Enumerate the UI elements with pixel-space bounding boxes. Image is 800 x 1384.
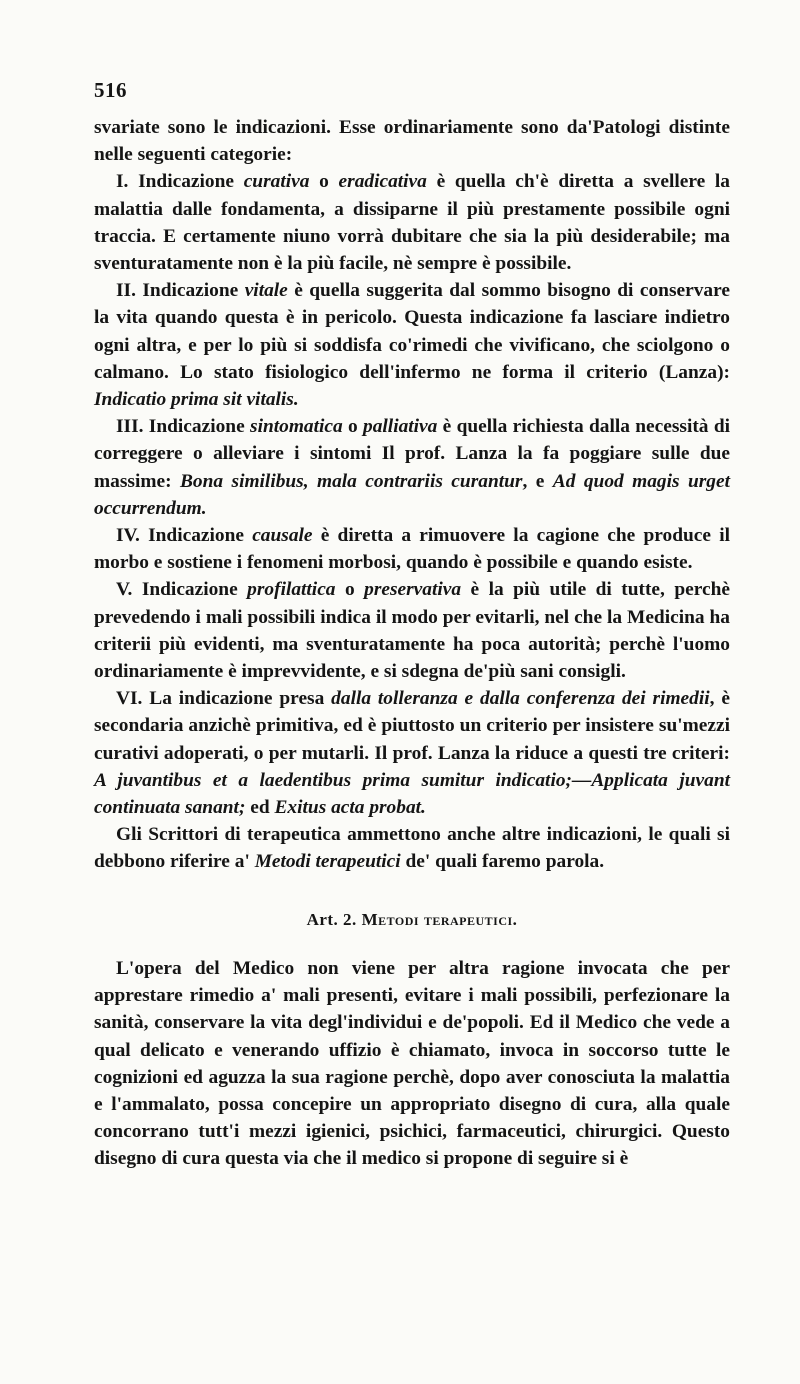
p3-text-a: III. Indicazione bbox=[116, 416, 251, 438]
p7-text-a: Gli Scrittori di terapeutica ammettono anche altre indicazioni, le quali si debbono riferire a' bbox=[94, 824, 730, 873]
p5-text-b: o bbox=[335, 579, 365, 601]
intro-text: svariate sono le indicazioni. Esse ordinariamente sono da'Patologi distinte nelle seguenti categorie: bbox=[94, 117, 730, 166]
p1-italic-eradicativa: eradicativa bbox=[338, 171, 427, 193]
p4-text-a: IV. Indicazione bbox=[116, 525, 253, 547]
other-indications-paragraph bbox=[94, 821, 730, 875]
p6-italic-tolleranza: dalla tolleranza e dalla conferenza dei rimedii bbox=[331, 688, 710, 710]
indication-3-paragraph bbox=[94, 413, 730, 522]
p3-italic-maxim-1: Bona similibus, mala contrariis curantur bbox=[179, 470, 523, 492]
p8-text: L'opera del Medico non viene per altra ragione invocata che per apprestare rimedio a' mali presenti, evitare i mali possibili, perfezionare la sanità, conservare la vita degl'individui e de'popoli. Ed il Medico che vede a qual delicato e venerando uffizio è chiamato, invoca in soccorso tutte le cognizioni ed aguzza la sua ragione perchè, dopo aver conosciuta la malattia e l'ammalato, possa concepire un appropriato disegno di cura, alla quale concorrano tutt'i mezzi igienici, psichici, farmaceutici, chirurgici. Questo disegno di cura questa via che il medico si propone di seguire si è bbox=[94, 957, 730, 1170]
methods-paragraph bbox=[94, 955, 730, 1173]
p4-italic-causale: causale bbox=[252, 525, 313, 547]
section-heading bbox=[94, 906, 730, 933]
p3-italic-sintomatica: sintomatica bbox=[250, 416, 343, 438]
p1-text-a: I. Indicazione bbox=[116, 171, 244, 193]
p1-text-b: o bbox=[309, 171, 339, 193]
section-title: Metodi terapeutici. bbox=[361, 909, 518, 929]
p2-italic-latin: Indicatio prima sit vitalis. bbox=[94, 389, 299, 411]
p5-text-a: V. Indicazione bbox=[116, 579, 248, 601]
p1-italic-curativa: curativa bbox=[243, 171, 310, 193]
p1-text-c: è quella ch'è diretta a svellere la malattia dalle fondamenta, a dissiparne il più prestamente possibile ogni traccia. E certamente niuno vorrà dubitare che sia la più desiderabile; ma sventuratamente non è la più facile, nè sempre è possibile. bbox=[94, 171, 730, 275]
p5-italic-profilattica: profilattica bbox=[247, 579, 336, 601]
p5-text-c: è la più utile di tutte, perchè prevedendo i mali possibili indica il modo per evitarli, nel che la Medicina ha criterii più evidenti, ma sventuratamente ha poca autorità; perchè l'uomo ordinariamente è imprevvidente, e si sdegna de'più sani consigli. bbox=[94, 579, 730, 683]
p2-text-a: II. Indicazione bbox=[116, 280, 245, 302]
p7-italic-metodi: Metodi terapeutici bbox=[254, 851, 401, 873]
p3-text-c: è quella richiesta dalla necessità di correggere o alleviare i sintomi Il prof. Lanza la fa poggiare sulle due massime: bbox=[94, 416, 730, 492]
p6-italic-latin-2: Exitus acta probat. bbox=[274, 797, 426, 819]
p6-text-a: VI. La indicazione presa bbox=[116, 688, 332, 710]
indication-1-paragraph bbox=[94, 168, 730, 277]
p3-italic-maxim-2: Ad quod magis urget occurrendum. bbox=[94, 470, 730, 519]
p3-text-d: , e bbox=[522, 470, 553, 492]
page-body bbox=[94, 114, 730, 1173]
indication-4-paragraph bbox=[94, 522, 730, 576]
indication-2-paragraph bbox=[94, 277, 730, 413]
page-number: 516 bbox=[94, 78, 127, 102]
p6-italic-latin-1: A juvantibus et a laedentibus prima sumitur indicatio;—Applicata juvant continuata sanant; bbox=[94, 769, 730, 819]
p3-text-b: o bbox=[342, 416, 364, 438]
indication-6-paragraph bbox=[94, 685, 730, 821]
p4-text-b: è diretta a rimuovere la cagione che produce il morbo e sostiene i fenomeni morbosi, quando è possibile e quando esiste. bbox=[94, 525, 730, 574]
p3-italic-palliativa: palliativa bbox=[363, 416, 438, 438]
section-art-label: Art. 2. bbox=[306, 909, 357, 929]
p7-text-b: de' quali faremo parola. bbox=[400, 851, 605, 873]
p5-italic-preservativa: preservativa bbox=[364, 579, 462, 601]
p6-text-b: , è secondaria anzichè primitiva, ed è piuttosto un criterio per insistere su'mezzi curativi adoperati, o per mutarli. Il prof. Lanza la riduce a questi tre criteri: bbox=[94, 688, 730, 764]
p2-text-b: è quella suggerita dal sommo bisogno di conservare la vita quando questa è in pericolo. Questa indicazione fa lasciare indietro ogni altra, e per lo più si soddisfa co'rimedi che vivificano, che sciolgono o calmano. Lo stato fisiologico dell'infermo ne forma il criterio (Lanza): bbox=[94, 280, 730, 383]
p2-italic-vitale: vitale bbox=[244, 280, 288, 302]
p6-text-c: ed bbox=[245, 797, 275, 819]
intro-paragraph bbox=[94, 114, 730, 168]
indication-5-paragraph bbox=[94, 576, 730, 685]
